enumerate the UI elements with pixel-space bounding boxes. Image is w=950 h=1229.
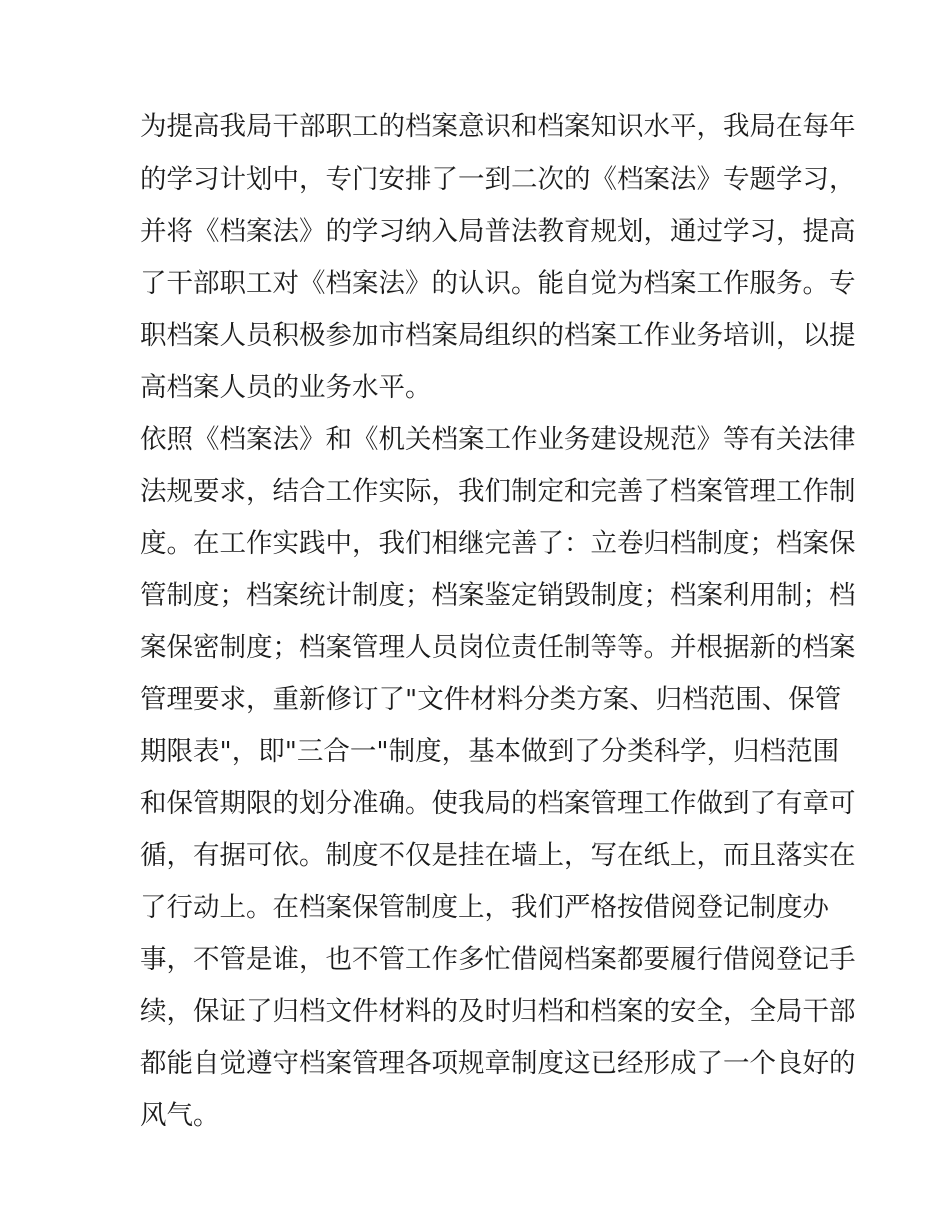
text-line: 为提高我局干部职工的档案意识和档案知识水平，我局在每年 xyxy=(140,111,856,142)
text-line: 度。在工作实践中，我们相继完善了：立卷归档制度；档案保 xyxy=(140,528,856,559)
text-line: 了行动上。在档案保管制度上，我们严格按借阅登记制度办 xyxy=(140,892,829,923)
text-line: 高档案人员的业务水平。 xyxy=(140,372,432,403)
text-line: 的学习计划中，专门安排了一到二次的《档案法》专题学习， xyxy=(140,164,856,195)
text-line: 管制度；档案统计制度；档案鉴定销毁制度；档案利用制；档 xyxy=(140,580,856,611)
text-line: 了干部职工对《档案法》的认识。能自觉为档案工作服务。专 xyxy=(140,268,856,299)
text-line: 管理要求，重新修订了"文件材料分类方案、归档范围、保管 xyxy=(140,684,842,715)
text-line: 和保管期限的划分准确。使我局的档案管理工作做到了有章可 xyxy=(140,788,856,819)
text-line: 事，不管是谁，也不管工作多忙借阅档案都要履行借阅登记手 xyxy=(140,944,856,975)
text-line: 依照《档案法》和《机关档案工作业务建设规范》等有关法律 xyxy=(140,424,856,455)
text-line: 风气。 xyxy=(140,1100,220,1131)
text-line: 期限表"，即"三合一"制度，基本做到了分类科学，归档范围 xyxy=(140,736,840,767)
text-line: 职档案人员积极参加市档案局组织的档案工作业务培训，以提 xyxy=(140,320,856,351)
text-line: 案保密制度；档案管理人员岗位责任制等等。并根据新的档案 xyxy=(140,632,856,663)
text-line: 法规要求，结合工作实际，我们制定和完善了档案管理工作制 xyxy=(140,476,856,507)
text-line: 并将《档案法》的学习纳入局普法教育规划，通过学习，提高 xyxy=(140,216,856,247)
text-line: 都能自觉遵守档案管理各项规章制度这已经形成了一个良好的 xyxy=(140,1048,856,1079)
text-line: 续，保证了归档文件材料的及时归档和档案的安全，全局干部 xyxy=(140,996,856,1027)
text-line: 循，有据可依。制度不仅是挂在墙上，写在纸上，而且落实在 xyxy=(140,840,856,871)
